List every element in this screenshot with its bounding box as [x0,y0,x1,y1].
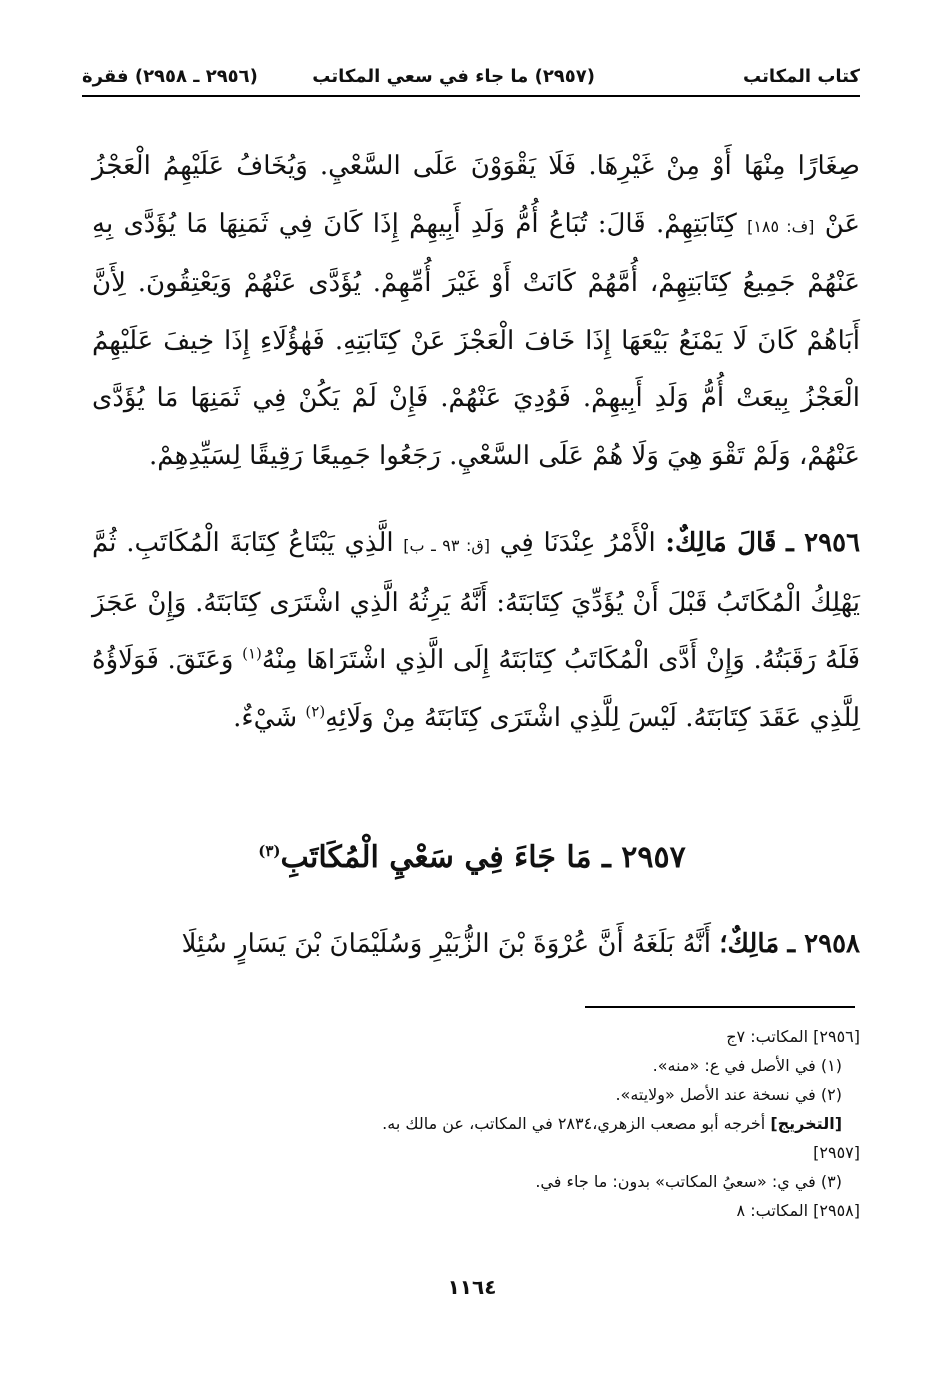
paragraph-2958 [92,916,860,973]
running-header [82,60,860,94]
footnote: [٢٩٥٦] المكاتب: ٧ج [726,1027,860,1046]
chapter-running-title: (٢٩٥٧) ما جاء في سعي المكاتب [312,66,595,87]
main-text [92,138,860,747]
footnote: (٣) في ي: «سعيُ المكاتب» بدون: ما جاء في. [535,1172,842,1191]
footnote: (٢) في نسخة عند الأصل «ولايته». [615,1085,842,1104]
page-marker: [ق: ٩٣ ـ ب] [403,536,491,555]
paragraph-text: وَعَتَقَ. فَوَلَاؤُهُ لِلَّذِي عَقَدَ كِتَابَتَهُ. لَيْسَ لِلَّذِي اشْتَرَى كِتَابَتَهُ مِنْ وَلَائِهِ [92,645,860,733]
speaker: قَالَ مَالِكٌ: [665,528,777,558]
chapter-title: ٢٩٥٧ ـ مَا جَاءَ فِي سَعْيِ الْمُكَاتَبِ [280,840,686,875]
paragraph-range: (٢٩٥٦ ـ ٢٩٥٨) فقرة [82,66,258,87]
book-title: كتاب المكاتب [743,66,860,87]
footnote-ref: (٣) [258,842,281,860]
paragraph-text: شَيْءٌ. [233,702,298,733]
paragraph-number: ٢٩٥٨ ـ [787,929,860,959]
footnote-takhrij [92,1109,860,1138]
footnotes [92,1022,860,1225]
footnote: (١) في الأصل في ع: «منه». [652,1056,842,1075]
paragraph-text: الَّذِي يَبْتَاعُ كِتَابَةَ الْمُكَاتَبِ. ثُمَّ يَهْلِكُ الْمُكَاتَبُ قَبْلَ أَنْ يُؤَدِّيَ كِتَابَتَهُ: أَنَّهُ يَرِثُهُ الَّذِي اشْتَرَى كِتَابَتَهُ. وَإِنْ عَجَزَ فَلَهُ رَقَبَتُهُ. وَإِنْ أَدَّى الْمُكَاتَبُ كِتَابَتَهُ إِلَى الَّذِي اشْتَرَاهَا مِنْهُ [92,528,861,675]
takhrij-text: أخرجه أبو مصعب الزهري،٢٨٣٤ في المكاتب، عن مالك به. [382,1114,766,1133]
speaker: مَالِكٌ؛ [719,929,780,959]
footnote-ref: (٢) [305,701,326,720]
paragraph-text: أَنَّهُ بَلَغَهُ أَنَّ عُرْوَةَ بْنَ الزُّبَيْرِ وَسُلَيْمَانَ بْنَ يَسَارٍ سُئِلَا [181,929,711,959]
paragraph-text: الْأَمْرُ عِنْدَنَا فِي [499,528,656,558]
paragraph-text: صِغَارًا مِنْهَا أَوْ مِنْ غَيْرِهَا. فَلَا يَقْوَوْنَ عَلَى السَّعْيِ. وَيُخَافُ عَلَيْهِمُ الْعَجْزُ عَنْ [92,151,861,239]
paragraph-2956 [92,515,860,747]
header-rule [82,95,860,97]
paragraph-continuation [92,138,860,485]
page-marker: [ف: ١٨٥] [747,216,815,236]
footnote-rule [585,1006,855,1008]
paragraph-number: ٢٩٥٦ ـ [786,528,861,558]
footnote: [٢٩٥٧] [813,1143,860,1162]
page-number: ١١٦٤ [447,1275,497,1299]
takhrij-label: [التخريج] [770,1114,842,1133]
chapter-heading [84,833,860,883]
paragraph-text: كِتَابَتِهِمْ. قَالَ: تُبَاعُ أُمُّ وَلَدِ أَبِيهِمْ إِذَا كَانَ فِي ثَمَنِهَا مَا يُؤَدَّى بِهِ عَنْهُمْ جَمِيعُ كِتَابَتِهِمْ، أُمَّهُمْ كَانَتْ أَوْ غَيْرَ أُمِّهِمْ. يُؤَدَّى عَنْهُمْ وَيَعْتِقُونَ. لِأَنَّ أَبَاهُمْ كَانَ لَا يَمْنَعُ بَيْعَهَا إِذَا خَافَ الْعَجْزَ عَنْ كِتَابَتِهِ. فَهٰؤُلَاءِ إِذَا خِيفَ عَلَيْهِمُ الْعَجْزُ بِيعَتْ أُمُّ وَلَدِ أَبِيهِمْ. فَوُدِيَ عَنْهُمْ. فَإِنْ لَمْ يَكُنْ فِي ثَمَنِهَا مَا يُؤَدَّى عَنْهُمْ، وَلَمْ تَقْوَ هِيَ وَلَا هُمْ عَلَى السَّعْيِ. رَجَعُوا جَمِيعًا رَقِيقًا لِسَيِّدِهِمْ. [92,208,860,471]
footnote-ref: (١) [242,644,262,663]
footnote: [٢٩٥٨] المكاتب: ٨ [736,1201,860,1220]
